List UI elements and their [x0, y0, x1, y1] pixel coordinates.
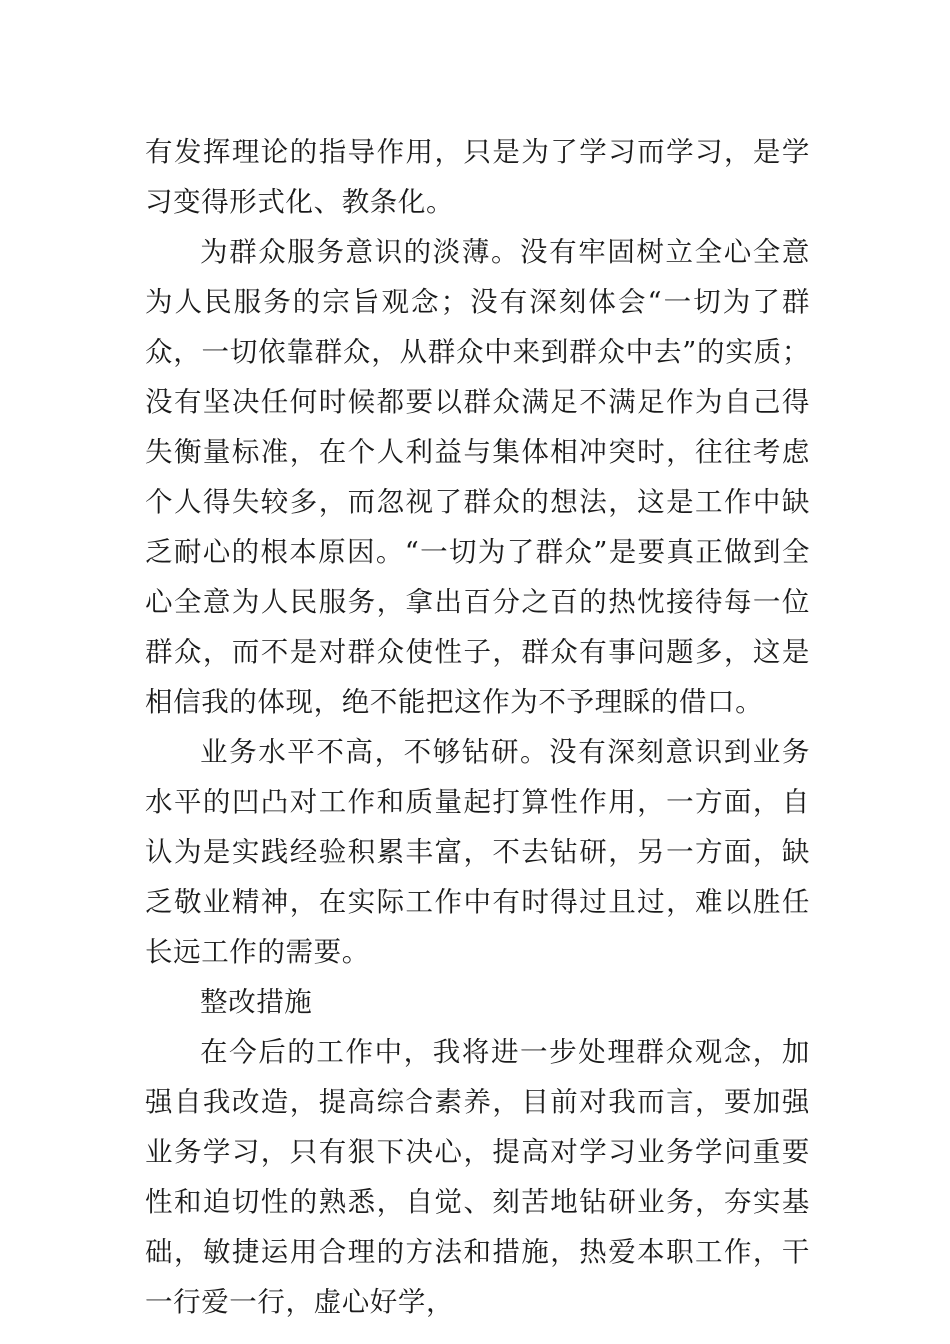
paragraph-business-level: 业务水平不高，不够钻研。没有深刻意识到业务水平的凹凸对工作和质量起打算性作用，一方面，自认为是实践经验积累丰富，不去钻研，另一方面，缺乏敬业精神，在实际工作中有时得过且过，难以胜任长远工作的需要。 [145, 736, 810, 968]
section-heading-rectification: 整改措施 [200, 986, 313, 1018]
document-body [145, 127, 810, 1327]
paragraph-rectification-measures: 在今后的工作中，我将进一步处理群众观念，加强自我改造，提高综合素养，目前对我而言，要加强业务学习，只有狠下决心，提高对学习业务学问重要性和迫切性的熟悉，自觉、刻苦地钻研业务，夯实基础，敏捷运用合理的方法和措施，热爱本职工作，干一行爱一行，虚心好学， [145, 1036, 810, 1318]
paragraph-service-awareness: 为群众服务意识的淡薄。没有牢固树立全心全意为人民服务的宗旨观念；没有深刻体会“一切为了群众，一切依靠群众，从群众中来到群众中去”的实质；没有坚决任何时候都要以群众满足不满足作为自己得失衡量标准，在个人利益与集体相冲突时，往往考虑个人得失较多，而忽视了群众的想法，这是工作中缺乏耐心的根本原因。“一切为了群众”是要真正做到全心全意为人民服务，拿出百分之百的热忱接待每一位群众，而不是对群众使性子，群众有事问题多，这是相信我的体现，绝不能把这作为不予理睬的借口。 [145, 236, 810, 718]
paragraph-continuation: 有发挥理论的指导作用，只是为了学习而学习，是学习变得形式化、教条化。 [145, 136, 810, 218]
